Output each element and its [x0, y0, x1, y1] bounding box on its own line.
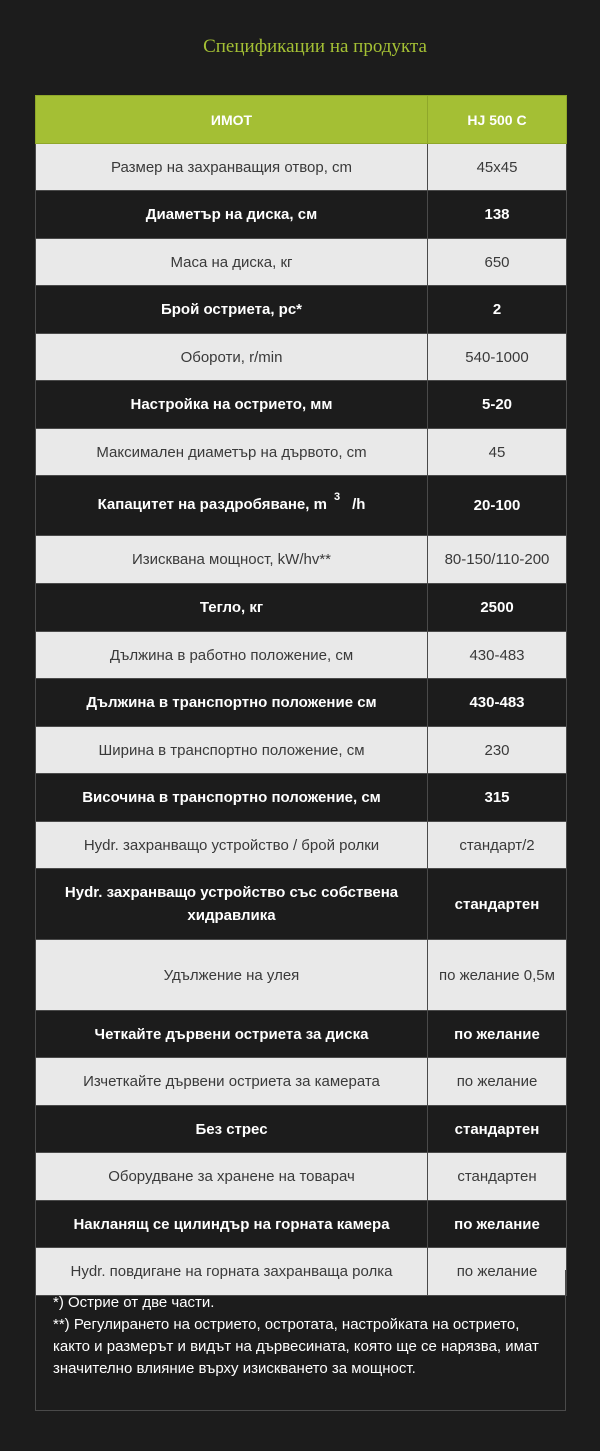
table-row	[36, 536, 567, 584]
property-cell: Настройка на острието, мм	[36, 381, 428, 429]
value-cell: по желание	[428, 1248, 567, 1296]
property-cell: Диаметър на диска, см	[36, 191, 428, 239]
table-row	[36, 144, 567, 191]
page-title: Спецификации на продукта	[203, 36, 427, 57]
property-cell: Дължина в работно положение, см	[36, 632, 428, 679]
property-cell: Накланящ се цилиндър на горната камера	[36, 1201, 428, 1248]
value-cell: 5-20	[428, 381, 567, 429]
property-cell: Ширина в транспортно положение, см	[36, 727, 428, 774]
property-cell: Изчеткайте дървени остриета за камерата	[36, 1058, 428, 1106]
property-cell	[36, 476, 428, 536]
header-model: HJ 500 C	[428, 96, 567, 144]
table-row	[36, 381, 567, 429]
value-cell: 540-1000	[428, 334, 567, 381]
table-row	[36, 632, 567, 679]
property-cell: Без стрес	[36, 1106, 428, 1153]
value-cell: 45x45	[428, 144, 567, 191]
property-cell: Максимален диаметър на дървото, cm	[36, 429, 428, 476]
value-cell: 80-150/110-200	[428, 536, 567, 584]
table-row	[36, 727, 567, 774]
value-cell: 315	[428, 774, 567, 822]
value-cell: по желание	[428, 1201, 567, 1248]
value-cell: стандартен	[428, 869, 567, 940]
property-cell: Hydr. захранващо устройство / брой ролки	[36, 822, 428, 869]
value-cell: 650	[428, 239, 567, 286]
table-row	[36, 1011, 567, 1058]
value-cell: 45	[428, 429, 567, 476]
property-text: Капацитет на раздробяване, m	[97, 496, 327, 513]
value-cell: 2	[428, 286, 567, 334]
property-cell: Hydr. захранващо устройство със собствена хидравлика	[36, 869, 428, 940]
table-row	[36, 334, 567, 381]
table-row	[36, 191, 567, 239]
table-row	[36, 822, 567, 869]
table-row	[36, 239, 567, 286]
table-row	[36, 1153, 567, 1201]
value-cell: стандартен	[428, 1153, 567, 1201]
property-cell: Размер на захранващия отвор, cm	[36, 144, 428, 191]
property-cell: Дължина в транспортно положение см	[36, 679, 428, 727]
footnote: *) Острие от две части.	[53, 1294, 215, 1311]
value-cell: 430-483	[428, 679, 567, 727]
property-cell: Маса на диска, кг	[36, 239, 428, 286]
table-row	[36, 584, 567, 632]
table-row	[36, 1058, 567, 1106]
header-property: ИМОТ	[36, 96, 428, 144]
property-cell: Удължение на улея	[36, 940, 428, 1011]
value-cell: по желание	[428, 1011, 567, 1058]
table-row	[36, 476, 567, 536]
value-cell: по желание 0,5м	[428, 940, 567, 1011]
property-cell: Изисквана мощност, kW/hv**	[36, 536, 428, 584]
value-cell: 430-483	[428, 632, 567, 679]
table-row	[36, 286, 567, 334]
table-row	[36, 429, 567, 476]
spec-table	[35, 95, 567, 1296]
property-cell: Обороти, r/min	[36, 334, 428, 381]
table-row	[36, 1106, 567, 1153]
property-cell: Тегло, кг	[36, 584, 428, 632]
property-cell: Оборудване за хранене на товарач	[36, 1153, 428, 1201]
table-row	[36, 940, 567, 1011]
property-cell: Височина в транспортно положение, см	[36, 774, 428, 822]
value-cell: 20-100	[428, 476, 567, 536]
property-cell: Брой остриета, pc*	[36, 286, 428, 334]
table-row	[36, 1201, 567, 1248]
value-cell: по желание	[428, 1058, 567, 1106]
value-cell: стандарт/2	[428, 822, 567, 869]
value-cell: 230	[428, 727, 567, 774]
footnotes	[35, 1270, 566, 1411]
property-cell: Hydr. повдигане на горната захранваща ролка	[36, 1248, 428, 1296]
table-row	[36, 869, 567, 940]
value-cell: стандартен	[428, 1106, 567, 1153]
table-row	[36, 774, 567, 822]
unit-suffix: /h	[352, 496, 366, 513]
value-cell: 138	[428, 191, 567, 239]
table-row	[36, 679, 567, 727]
value-cell: 2500	[428, 584, 567, 632]
unit-exponent: 3	[333, 491, 341, 503]
footnote: **) Регулирането на острието, остротата, настройката на острието, както и размерът и видът на дървесината, която ще се нарязва, имат значително влияние върху изискването за мощност.	[53, 1316, 539, 1377]
property-cell: Четкайте дървени остриета за диска	[36, 1011, 428, 1058]
table-header-row	[36, 96, 567, 144]
